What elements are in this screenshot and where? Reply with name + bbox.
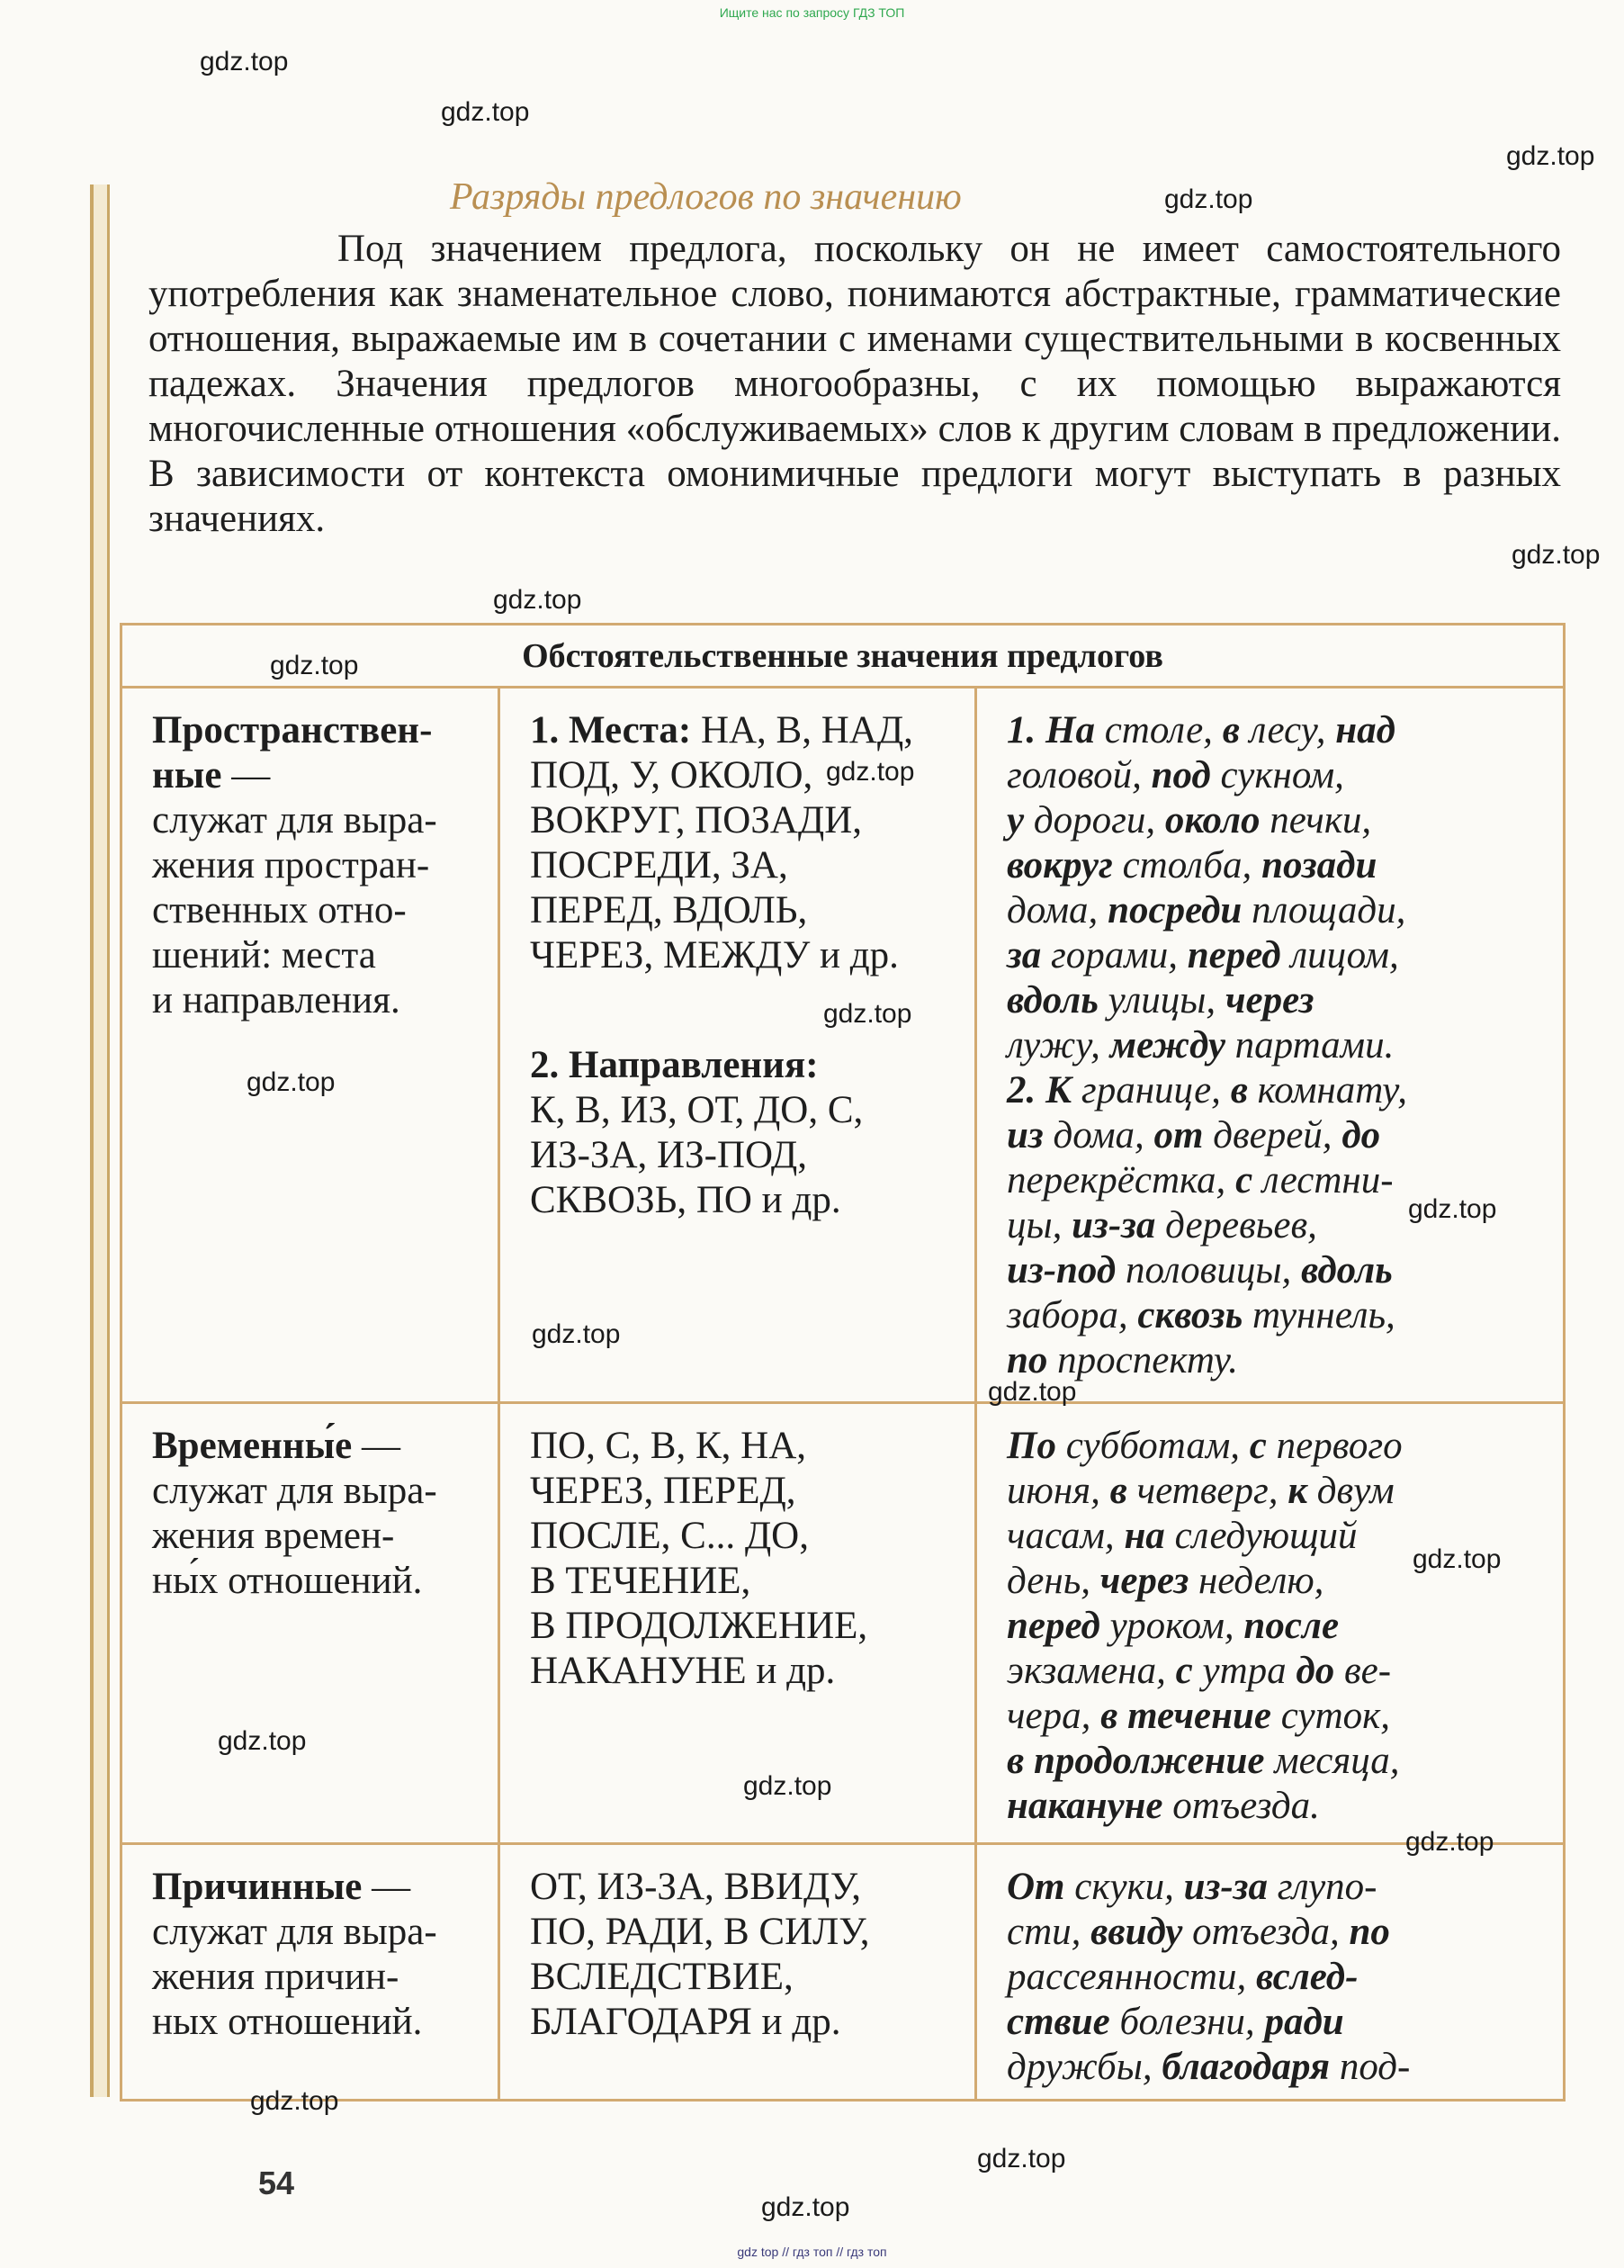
example-preposition: ради <box>1264 2001 1344 2043</box>
example-text: суток, <box>1271 1695 1391 1737</box>
example-line <box>1007 1865 1554 1910</box>
prep-line: ПОСЛЕ, С... ДО, <box>530 1515 809 1557</box>
watermark: gdz.top <box>823 999 912 1029</box>
example-text: глупо- <box>1267 1866 1377 1908</box>
example-text: месяца, <box>1264 1740 1400 1782</box>
category-desc-line: ственных отно- <box>152 889 407 932</box>
example-text: часам, <box>1007 1515 1125 1557</box>
example-text: лестни- <box>1252 1159 1394 1202</box>
example-preposition: вдоль <box>1300 1249 1393 1292</box>
prep-line: В ТЕЧЕНИЕ, <box>530 1560 751 1602</box>
example-text: деревьев, <box>1155 1204 1317 1246</box>
example-text: головой, <box>1007 754 1152 796</box>
example-preposition: до <box>1296 1650 1335 1692</box>
examples-cell <box>976 1844 1565 2101</box>
example-text: экзамена, <box>1007 1650 1176 1692</box>
example-preposition: на <box>1124 1515 1165 1557</box>
example-line <box>1007 1694 1554 1739</box>
prep-line: ВОКРУГ, ПОЗАДИ, <box>530 799 863 842</box>
watermark: gdz.top <box>977 2144 1066 2174</box>
example-preposition: позади <box>1261 844 1377 886</box>
watermark: gdz.top <box>1405 1827 1494 1857</box>
example-text: сукном, <box>1210 754 1344 796</box>
example-text: чера, <box>1007 1695 1101 1737</box>
prep-line: БЛАГОДАРЯ и др. <box>530 2001 841 2043</box>
example-line <box>1007 1023 1554 1068</box>
example-text: отъезда, <box>1182 1911 1350 1953</box>
example-line <box>1007 1424 1554 1469</box>
example-preposition: По <box>1007 1425 1056 1467</box>
example-preposition: за <box>1007 934 1042 976</box>
prep-line: ЧЕРЕЗ, МЕЖДУ и др. <box>530 934 899 976</box>
watermark: gdz.top <box>493 585 582 615</box>
example-preposition: 2. К <box>1007 1069 1072 1112</box>
prep-line: ОТ, ИЗ-ЗА, ВВИДУ, <box>530 1866 861 1908</box>
watermark: gdz.top <box>1413 1544 1502 1574</box>
watermark: gdz.top <box>1164 184 1253 214</box>
prep-line: В ПРОДОЛЖЕНИЕ, <box>530 1605 868 1647</box>
example-preposition: у <box>1007 799 1025 842</box>
example-line <box>1007 2000 1554 2045</box>
category-desc-line: ны́х отношений. <box>152 1560 423 1602</box>
example-line <box>1007 843 1554 888</box>
section-title: Разряды предлогов по значению <box>450 176 962 218</box>
page-number: 54 <box>258 2164 295 2201</box>
watermark: gdz.top <box>441 97 530 127</box>
example-preposition: ввиду <box>1090 1911 1183 1953</box>
example-text: половицы, <box>1116 1249 1301 1292</box>
examples-cell <box>976 1403 1565 1844</box>
example-line <box>1007 1784 1554 1829</box>
example-preposition: вдоль <box>1007 979 1099 1022</box>
watermark: gdz.top <box>532 1319 621 1349</box>
watermark: gdz.top <box>218 1726 307 1756</box>
category-name-cont: ные — <box>152 754 271 796</box>
example-line <box>1007 1955 1554 2000</box>
example-text: улицы, <box>1098 979 1225 1022</box>
prepositions-cell <box>499 1844 976 2101</box>
example-text: скуки, <box>1064 1866 1184 1908</box>
category-name: Причинные <box>152 1866 363 1908</box>
sub-heading-direction: 2. Направления: <box>530 1044 819 1086</box>
prep-line: ПОД, У, ОКОЛО, <box>530 754 813 796</box>
watermark: gdz.top <box>743 1771 832 1801</box>
prep-line: НАКАНУНЕ и др. <box>530 1650 836 1692</box>
example-line <box>1007 1338 1554 1383</box>
example-text: дружбы, <box>1007 2046 1162 2088</box>
watermark: gdz.top <box>1512 540 1601 570</box>
table-row <box>121 1844 1565 2101</box>
prep-text: НА, В, НАД, <box>700 709 913 752</box>
example-text: первого <box>1266 1425 1403 1467</box>
category-name-line: Причинные — <box>152 1866 411 1908</box>
example-preposition: после <box>1243 1605 1340 1647</box>
example-text: июня, <box>1007 1470 1110 1512</box>
example-preposition: перед <box>1007 1605 1100 1647</box>
category-cell <box>121 688 499 1403</box>
example-line <box>1007 1910 1554 1955</box>
example-text: субботам, <box>1055 1425 1250 1467</box>
watermark: gdz.top <box>988 1377 1077 1407</box>
prep-line: ПО, РАДИ, В СИЛУ, <box>530 1911 870 1953</box>
example-preposition: в продолжение <box>1007 1740 1265 1782</box>
example-line <box>1007 1469 1554 1514</box>
example-text: площади, <box>1242 889 1406 932</box>
example-preposition: с <box>1249 1425 1267 1467</box>
prep-line: ЧЕРЕЗ, ПЕРЕД, <box>530 1470 796 1512</box>
example-text: ве- <box>1334 1650 1392 1692</box>
example-preposition: из-за <box>1183 1866 1268 1908</box>
example-text: печки, <box>1260 799 1372 842</box>
example-line <box>1007 1068 1554 1113</box>
prep-line: ВСЛЕДСТВИЕ, <box>530 1956 794 1998</box>
example-text: утра <box>1192 1650 1297 1692</box>
category-name: Пространствен- <box>152 709 433 752</box>
prep-line: ПО, С, В, К, НА, <box>530 1425 807 1467</box>
example-preposition: к <box>1288 1470 1308 1512</box>
example-preposition: между <box>1109 1024 1225 1066</box>
watermark: gdz.top <box>761 2192 850 2222</box>
table-row <box>121 1403 1565 1844</box>
example-preposition: с <box>1175 1650 1193 1692</box>
example-preposition: в <box>1230 1069 1248 1112</box>
example-line <box>1007 888 1554 933</box>
table-row <box>121 688 1565 1403</box>
watermark: gdz.top <box>1506 141 1595 171</box>
prep-line: СКВОЗЬ, ПО и др. <box>530 1179 841 1221</box>
example-text: болезни, <box>1109 2001 1265 2043</box>
category-desc-line: шений: места <box>152 934 376 976</box>
example-preposition: накануне <box>1007 1785 1163 1827</box>
decorative-side-bar <box>90 184 110 2097</box>
example-text: границе, <box>1072 1069 1231 1112</box>
example-preposition: вокруг <box>1007 844 1113 886</box>
prep-line: К, В, ИЗ, ОТ, ДО, С, <box>530 1089 864 1131</box>
prep-line: ПОСРЕДИ, ЗА, <box>530 844 788 886</box>
category-desc-line: служат для выра- <box>152 799 437 842</box>
example-text: дверей, <box>1203 1114 1342 1156</box>
example-text: отъезда. <box>1162 1785 1320 1827</box>
example-line <box>1007 1739 1554 1784</box>
example-preposition: около <box>1164 799 1261 842</box>
example-line <box>1007 978 1554 1023</box>
category-desc-line: служат для выра- <box>152 1911 437 1953</box>
example-preposition: через <box>1099 1560 1189 1602</box>
example-text: лужу, <box>1007 1024 1110 1066</box>
prepositions-table <box>120 623 1566 2102</box>
example-text: партами. <box>1225 1024 1395 1066</box>
example-text: столба, <box>1112 844 1262 886</box>
example-text: столе, <box>1094 709 1223 752</box>
watermark: gdz.top <box>1408 1194 1497 1224</box>
examples-cell <box>976 688 1565 1403</box>
example-preposition: в <box>1222 709 1240 752</box>
example-line <box>1007 798 1554 843</box>
category-name: Временны́е <box>152 1425 353 1467</box>
example-text: четверг, <box>1126 1470 1288 1512</box>
watermark: gdz.top <box>250 2086 339 2116</box>
example-line <box>1007 1113 1554 1158</box>
example-line <box>1007 1649 1554 1694</box>
category-desc-line: жения простран- <box>152 844 430 886</box>
example-text: туннель, <box>1243 1294 1395 1336</box>
example-preposition: над <box>1335 709 1395 752</box>
category-desc-line: жения времен- <box>152 1515 395 1557</box>
category-desc-line: и направления. <box>152 979 400 1022</box>
prep-line: ИЗ-ЗА, ИЗ-ПОД, <box>530 1134 807 1176</box>
sub-heading-place: 1. Места: <box>530 709 692 752</box>
example-line <box>1007 1248 1554 1293</box>
example-text: день, <box>1007 1560 1100 1602</box>
category-cell <box>121 1403 499 1844</box>
watermark: gdz.top <box>200 47 289 76</box>
example-text: перекрёстка, <box>1007 1159 1236 1202</box>
example-preposition: вслед- <box>1255 1956 1359 1998</box>
prepositions-cell <box>499 688 976 1403</box>
example-text: под- <box>1330 2046 1411 2088</box>
example-preposition: 1. На <box>1007 709 1095 752</box>
example-line <box>1007 2045 1554 2090</box>
example-text: дома, <box>1043 1114 1154 1156</box>
example-text: горами, <box>1041 934 1188 976</box>
table-caption: Обстоятельственные значения предлогов <box>121 625 1565 688</box>
example-preposition: по <box>1349 1911 1390 1953</box>
example-text: уроком, <box>1099 1605 1244 1647</box>
example-preposition: посреди <box>1108 889 1243 932</box>
top-banner: Ищите нас по запросу ГДЗ ТОП <box>719 5 905 20</box>
example-line <box>1007 1293 1554 1338</box>
category-desc-line: служат для выра- <box>152 1470 437 1512</box>
watermark: gdz.top <box>247 1067 336 1097</box>
example-preposition: по <box>1007 1339 1048 1382</box>
example-preposition: с <box>1235 1159 1253 1202</box>
category-cell <box>121 1844 499 2101</box>
example-line <box>1007 753 1554 798</box>
example-text: дома, <box>1007 889 1108 932</box>
example-preposition: под <box>1151 754 1211 796</box>
example-preposition: от <box>1153 1114 1204 1156</box>
category-name-line: Временны́е — <box>152 1425 401 1467</box>
example-text: сти, <box>1007 1911 1091 1953</box>
prepositions-cell <box>499 1403 976 1844</box>
example-text: комнату, <box>1247 1069 1407 1112</box>
example-text: лицом, <box>1280 934 1399 976</box>
category-desc-line: жения причин- <box>152 1956 399 1998</box>
bottom-banner: gdz top // гдз топ // гдз топ <box>737 2245 887 2259</box>
example-preposition: из <box>1007 1114 1044 1156</box>
example-text: следующий <box>1164 1515 1358 1557</box>
watermark: gdz.top <box>826 757 915 787</box>
category-name-ending: ные <box>152 754 222 796</box>
example-text: лесу, <box>1239 709 1336 752</box>
example-text: рассеянности, <box>1007 1956 1256 1998</box>
intro-paragraph: Под значением предлога, поскольку он не имеет самостоятельного употребления как знаменательное слово, понимаются абстрактные, грамматические отношения, выражаемые им в сочетании с именами существительными в косвенных падежах. Значения предлогов многообразны, с их помощью выражаются многочисленные отношения «обслуживаемых» слов к другим словам в предложении. В зависимости от контекста омонимичные предлоги могут выступать в разных значениях. <box>148 228 1561 540</box>
example-text: двум <box>1307 1470 1395 1512</box>
example-text: дороги, <box>1024 799 1165 842</box>
example-text: цы, <box>1007 1204 1072 1246</box>
prep-line: ПЕРЕД, ВДОЛЬ, <box>530 889 808 932</box>
example-preposition: От <box>1007 1866 1065 1908</box>
example-preposition: в <box>1109 1470 1127 1512</box>
example-preposition: в течение <box>1100 1695 1271 1737</box>
example-text: забора, <box>1007 1294 1138 1336</box>
example-text: неделю, <box>1189 1560 1324 1602</box>
example-preposition: из-под <box>1007 1249 1117 1292</box>
example-preposition: из-за <box>1072 1204 1156 1246</box>
example-preposition: благодаря <box>1162 2046 1331 2088</box>
prep-line <box>530 708 965 753</box>
example-preposition: через <box>1225 979 1314 1022</box>
example-text: проспекту. <box>1047 1339 1238 1382</box>
example-line <box>1007 1604 1554 1649</box>
example-line <box>1007 933 1554 978</box>
category-desc-line: ных отношений. <box>152 2001 423 2043</box>
example-preposition: сквозь <box>1137 1294 1243 1336</box>
watermark: gdz.top <box>270 651 359 680</box>
example-line <box>1007 708 1554 753</box>
example-preposition: перед <box>1187 934 1281 976</box>
example-preposition: до <box>1341 1114 1381 1156</box>
example-preposition: ствие <box>1007 2001 1110 2043</box>
